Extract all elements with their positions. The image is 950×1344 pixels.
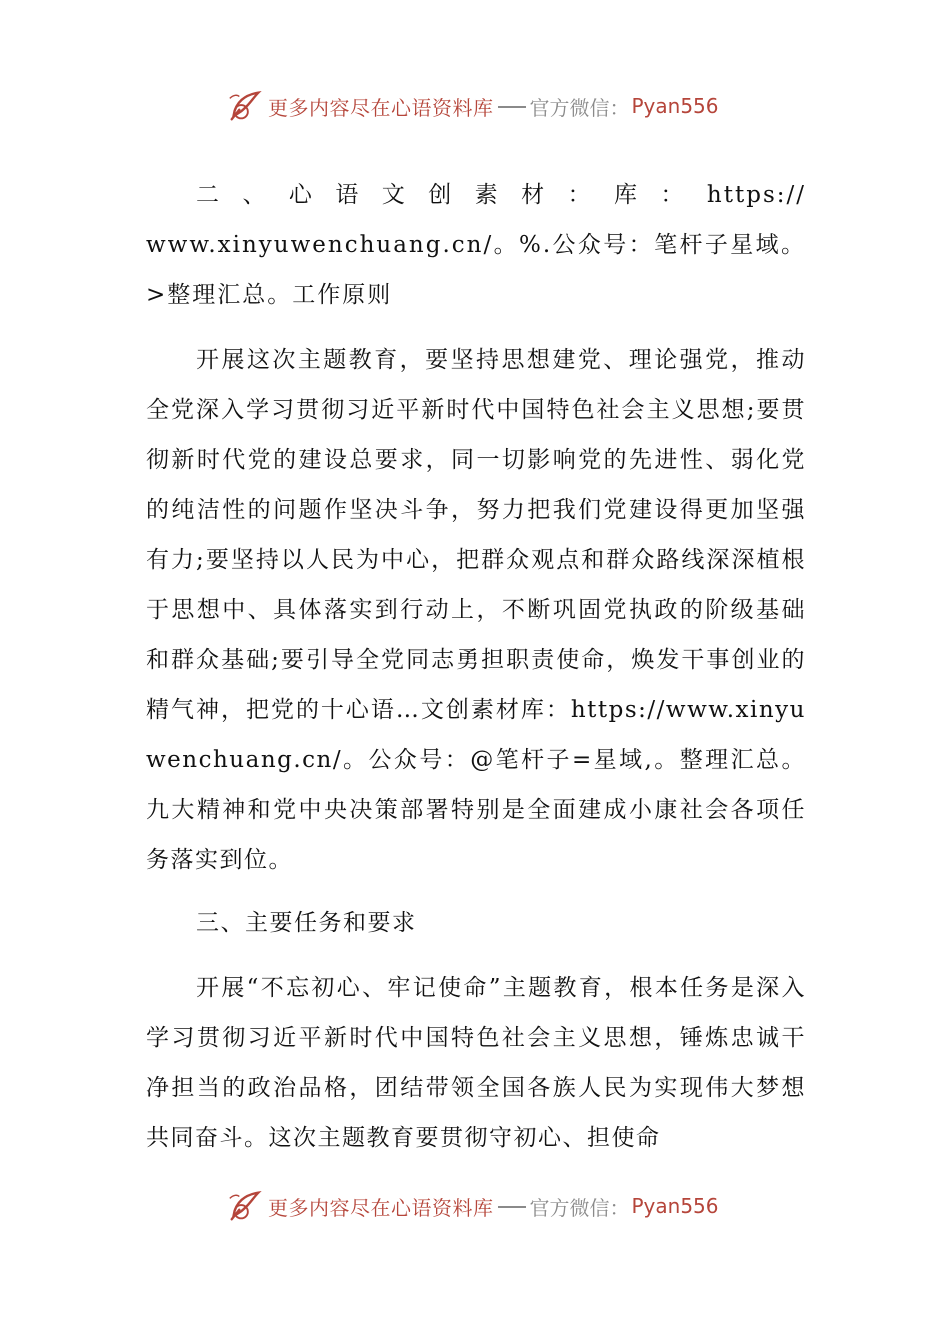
paragraph-2: 开展这次主题教育，要坚持思想建党、理论强党，推动全党深入学习贯彻习近平新时代中国特色社会主义思想;要贯彻新时代党的建设总要求，同一切影响党的先进性、弱化党的纯洁性的问题作坚决斗争，努力把我们党建设得更加坚强有力;要坚持以人民为中心，把群众观点和群众路线深深植根于思想中、具体落实到行动上，不断巩固党执政的阶级基础和群众基础;要引导全党同志勇担职责使命，焕发干事创业的精气神，把党的十心语…文创素材库：https://www.xinyuwenchuang.cn/。公众号：@笔杆子=星域,。整理汇总。九大精神和党中央决策部署特别是全面建成小康社会各项任务落实到位。	[146, 347, 806, 873]
paragraph-1-lead: 二、心语文创素材：库：	[196, 182, 707, 208]
section-heading: 三、主要任务和要求	[196, 910, 417, 936]
quill-pen-logo-icon	[226, 1187, 264, 1225]
paragraph-4: 开展“不忘初心、牢记使命”主题教育，根本任务是深入学习贯彻习近平新时代中国特色社会主义思想，锤炼忠诚干净担当的政治品格，团结带领全国各族人民为实现伟大梦想共同奋斗。这次主题教育要贯彻守初心、担使命	[146, 975, 806, 1151]
banner-dash	[498, 1206, 526, 1208]
banner-dash	[498, 106, 526, 108]
official-wechat-label: 官方微信：	[529, 95, 630, 120]
wechat-id: Pyan556	[631, 1194, 719, 1218]
quill-pen-logo-icon	[226, 87, 264, 125]
brand-text: 更多内容尽在心语资料库	[268, 1195, 494, 1220]
footer-banner	[226, 1184, 719, 1228]
header-banner	[226, 84, 719, 128]
brand-text: 更多内容尽在心语资料库	[268, 95, 494, 120]
official-wechat-label: 官方微信：	[529, 1195, 630, 1220]
wechat-id: Pyan556	[631, 94, 719, 118]
paragraph-1-rest: https://www.xinyuwenchuang.cn/。%.公众号：笔杆子星域。>整理汇总。工作原则	[146, 182, 806, 308]
paragraph-1	[146, 170, 806, 320]
